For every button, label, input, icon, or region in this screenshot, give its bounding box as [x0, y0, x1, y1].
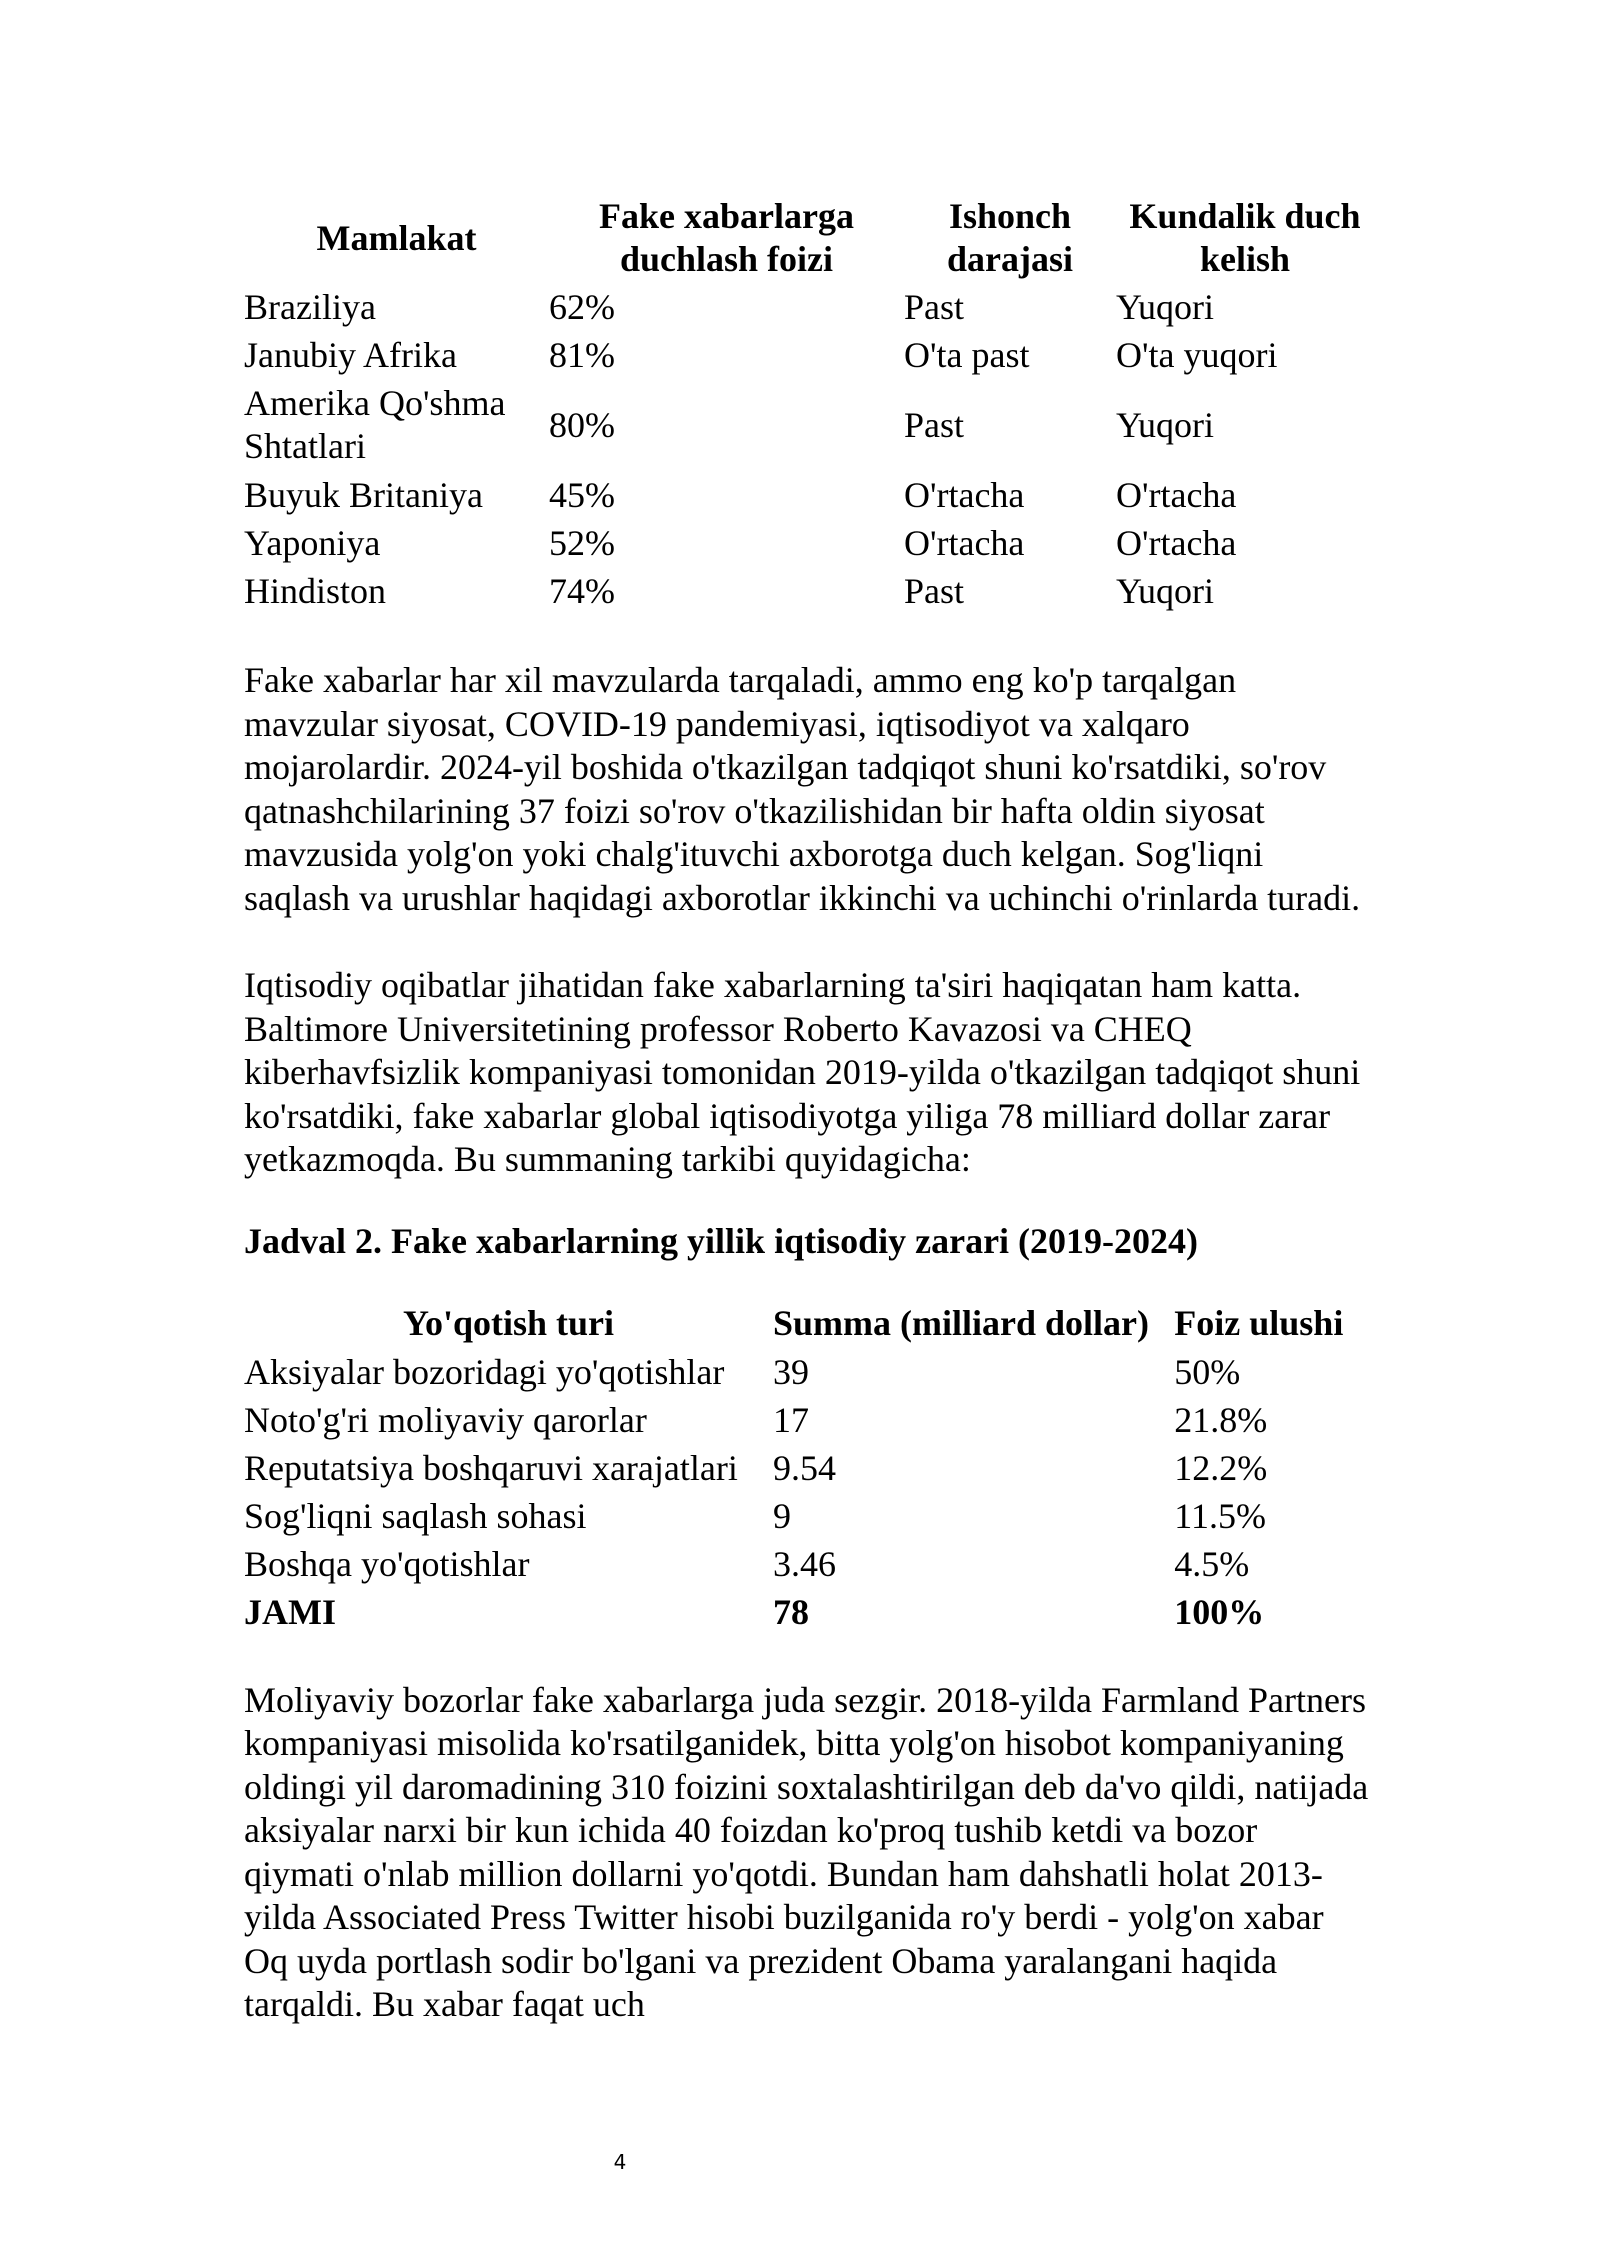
cell-daily-exposure: Yuqori — [1116, 286, 1214, 327]
cell-daily-exposure: O'ta yuqori — [1116, 334, 1278, 375]
cell-daily-exposure: Yuqori — [1116, 404, 1214, 445]
table-row — [244, 379, 1374, 471]
cell-loss-type: Aksiyalar bozoridagi yo'qotishlar — [244, 1352, 725, 1392]
cell-amount: 9 — [773, 1496, 792, 1536]
cell-country: Yaponiya — [244, 522, 381, 563]
table-row — [244, 1445, 1374, 1493]
table-total-row — [244, 1589, 1374, 1637]
cell-country: Janubiy Afrika — [244, 334, 457, 375]
cell-exposure-rate: 81% — [549, 334, 615, 375]
cell-share: 12.2% — [1174, 1448, 1268, 1488]
cell-trust-level: Past — [904, 286, 965, 327]
cell-share: 21.8% — [1174, 1400, 1268, 1440]
table-row — [244, 283, 1374, 331]
paragraph-financial-markets: Moliyaviy bozorlar fake xabarlarga juda sezgir. 2018-yilda Farmland Partners kompaniyasi misolida ko'rsatilganidek, bitta yolg'on hisobot kompaniyaning oldingi yil daromadining 310 foizini soxtalashtirilgan deb da'vo qildi, natijada aksiyalar narxi bir kun ichida 40 foizdan ko'proq tushib ketdi va bozor qiymati o'nlab million dollarni yo'qotdi. Bundan ham dahshatli holat 2013-yilda Associated Press Twitter hisobi buzilganida ro'y berdi - yolg'on xabar Oq uyda portlash sodir bo'lgani va prezident Obama yaralangani haqida tarqaldi. Bu xabar faqat uch — [244, 1679, 1369, 2024]
cell-trust-level: O'rtacha — [904, 474, 1025, 515]
cell-loss-type: Sog'liqni saqlash sohasi — [244, 1496, 587, 1536]
table2-title: Jadval 2. Fake xabarlarning yillik iqtisodiy zarari (2019-2024) — [244, 1220, 1199, 1261]
cell-trust-level: Past — [904, 570, 965, 611]
cell-daily-exposure: Yuqori — [1116, 570, 1214, 611]
table-row — [244, 331, 1374, 379]
cell-exposure-rate: 80% — [549, 404, 615, 445]
cell-trust-level: O'rtacha — [904, 522, 1025, 563]
cell-total-amount: 78 — [773, 1592, 810, 1632]
header-trust-level: Ishonch darajasi — [947, 196, 1073, 279]
cell-country: Amerika Qo'shma Shtatlari — [244, 383, 506, 466]
cell-amount: 3.46 — [773, 1544, 837, 1584]
table-row — [244, 1349, 1374, 1397]
cell-country: Hindiston — [244, 570, 387, 611]
table-header-row — [244, 1299, 1374, 1349]
cell-country: Buyuk Britaniya — [244, 474, 483, 515]
cell-daily-exposure: O'rtacha — [1116, 474, 1237, 515]
header-amount: Summa (milliard dollar) — [773, 1303, 1150, 1343]
header-daily-exposure: Kundalik duch kelish — [1129, 196, 1361, 279]
cell-loss-type: Noto'g'ri moliyaviy qarorlar — [244, 1400, 647, 1440]
page-number: 4 — [613, 2150, 627, 2174]
header-loss-type: Yo'qotish turi — [402, 1303, 615, 1343]
cell-amount: 39 — [773, 1352, 810, 1392]
cell-exposure-rate: 45% — [549, 474, 615, 515]
table-row — [244, 1493, 1374, 1541]
paragraph-economic-impact: Iqtisodiy oqibatlar jihatidan fake xabarlarning ta'siri haqiqatan ham katta. Baltimore Universitetining professor Roberto Kavazosi va CHEQ kiberhavfsizlik kompaniyasi tomonidan 2019-yilda o'tkazilgan tadqiqot shuni ko'rsatdiki, fake xabarlar global iqtisodiyotga yiliga 78 milliard dollar zarar yetkazmoqda. Bu summaning tarkibi quyidagicha: — [244, 965, 1361, 1179]
table-row — [244, 471, 1374, 519]
cell-share: 4.5% — [1174, 1544, 1250, 1584]
cell-total-label: JAMI — [244, 1592, 336, 1632]
table-row — [244, 519, 1374, 567]
cell-loss-type: Reputatsiya boshqaruvi xarajatlari — [244, 1448, 738, 1488]
paragraph-topics: Fake xabarlar har xil mavzularda tarqaladi, ammo eng ko'p tarqalgan mavzular siyosat, COVID-19 pandemiyasi, iqtisodiyot va xalqaro mojarolardir. 2024-yil boshida o'tkazilgan tadqiqot shuni ko'rsatdiki, so'rov qatnashchilarining 37 foizi so'rov o'tkazilishidan bir hafta oldin siyosat mavzusida yolg'on yoki chalg'ituvchi axborotga duch kelgan. Sog'liqni saqlash va urushlar haqidagi axborotlar ikkinchi va uchinchi o'rinlarda turadi. — [244, 660, 1361, 918]
country-fake-news-table — [244, 195, 1374, 615]
economic-loss-table — [244, 1299, 1374, 1637]
document-page — [244, 195, 1374, 2027]
header-share: Foiz ulushi — [1174, 1303, 1344, 1343]
table-header-row — [244, 195, 1374, 283]
cell-daily-exposure: O'rtacha — [1116, 522, 1237, 563]
cell-exposure-rate: 52% — [549, 522, 615, 563]
table-row — [244, 1397, 1374, 1445]
cell-exposure-rate: 62% — [549, 286, 615, 327]
cell-country: Braziliya — [244, 286, 376, 327]
table-row — [244, 567, 1374, 615]
cell-amount: 9.54 — [773, 1448, 837, 1488]
cell-exposure-rate: 74% — [549, 570, 615, 611]
cell-share: 11.5% — [1174, 1496, 1266, 1536]
cell-trust-level: O'ta past — [904, 334, 1030, 375]
cell-loss-type: Boshqa yo'qotishlar — [244, 1544, 530, 1584]
table-row — [244, 1541, 1374, 1589]
cell-trust-level: Past — [904, 404, 965, 445]
header-country: Mamlakat — [316, 217, 477, 258]
header-exposure-rate: Fake xabarlarga duchlash foizi — [599, 196, 854, 279]
cell-share: 50% — [1174, 1352, 1241, 1392]
cell-amount: 17 — [773, 1400, 810, 1440]
cell-total-share: 100% — [1174, 1592, 1265, 1632]
